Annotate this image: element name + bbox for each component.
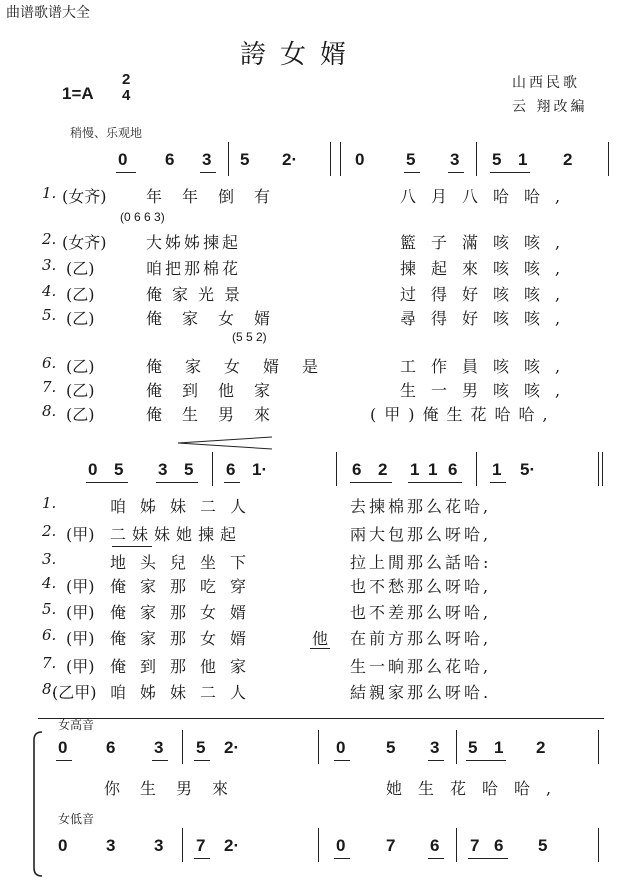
soprano-label: 女高音 — [58, 718, 95, 732]
underline — [334, 760, 350, 761]
verse-number: 3. — [42, 256, 57, 274]
note: 2· — [224, 836, 240, 855]
verse-part: (甲) — [66, 525, 95, 544]
verse-lyric: 俺家那女婿 — [110, 629, 261, 648]
underline — [350, 482, 392, 483]
verse-part: (乙) — [66, 285, 95, 304]
verse-lyric: 俺家那吃穿 — [110, 577, 261, 596]
note: 6 — [430, 836, 440, 855]
note: 3 — [202, 150, 212, 169]
meter-top: 2 — [122, 71, 131, 88]
verse-lyric: 俺生男來 — [146, 405, 291, 424]
verse-row — [0, 550, 640, 574]
note: 5· — [520, 460, 536, 479]
verse-lyric: 俺家那女婿 — [110, 603, 261, 622]
verse-lyric: 俺家女婿是 — [146, 357, 342, 376]
note: 5 — [406, 150, 416, 169]
barline — [318, 730, 319, 764]
note: 5 — [468, 738, 478, 757]
underline — [428, 858, 444, 859]
verse-row — [0, 494, 640, 518]
note: 7 — [470, 836, 480, 855]
underline — [152, 760, 168, 761]
verse-row — [0, 184, 640, 208]
barline — [212, 452, 213, 486]
verse-part: (甲) — [66, 629, 95, 648]
verse-lyric: 俺到那他家 — [110, 657, 261, 676]
barline — [182, 730, 183, 764]
note: 3 — [154, 836, 164, 855]
verse-lyric: (甲)俺生花哈哈, — [370, 405, 556, 424]
note: 2 — [378, 460, 388, 479]
verse-lyric: 也不差那么呀哈, — [350, 603, 492, 622]
note: 6 — [226, 460, 236, 479]
note: 0 — [88, 460, 98, 479]
underline — [116, 172, 136, 173]
note: 6 — [106, 738, 116, 757]
verse-lyric: 咱姊妹二人 — [110, 497, 261, 516]
barline — [340, 142, 341, 176]
site-name: 曲谱歌谱大全 — [6, 5, 90, 21]
verse-lyric: 二妹妹她揀起 — [110, 525, 243, 544]
note: 0 — [336, 836, 346, 855]
barline — [336, 452, 337, 486]
verse-number: 5. — [42, 600, 57, 618]
intro-figure: (5 5 2) — [232, 330, 267, 344]
verse-lyric: 俺家女婿 — [146, 309, 291, 328]
note: 0 — [58, 738, 68, 757]
verse-lyric: 俺到他家 — [146, 381, 291, 400]
barline — [602, 452, 603, 486]
tempo-marking: 稍慢、乐观地 — [70, 126, 143, 140]
note: 1 — [518, 150, 528, 169]
underline — [490, 172, 530, 173]
note: 3 — [106, 836, 116, 855]
verse-lyric: 地头兒坐下 — [110, 553, 261, 572]
barline — [330, 142, 331, 176]
verse-row — [0, 522, 640, 546]
note: 3 — [430, 738, 440, 757]
verse-row — [0, 378, 640, 402]
verse-lyric: 去揀棉那么花哈, — [350, 497, 492, 516]
verse-lyric: 揀起來咳咳, — [400, 259, 576, 278]
verse-part: (乙) — [66, 309, 95, 328]
barline — [228, 142, 229, 176]
verse-number: 1. — [42, 494, 57, 512]
verse-part: (乙) — [66, 357, 95, 376]
note: 6 — [352, 460, 362, 479]
underline — [428, 760, 444, 761]
note: 5 — [196, 738, 206, 757]
underline — [466, 760, 506, 761]
verse-lyric: 在前方那么呀哈, — [350, 629, 492, 648]
barline — [476, 142, 477, 176]
verse-lyric: 籃子滿咳咳, — [400, 233, 576, 252]
verse-row — [0, 776, 640, 800]
note: 2· — [224, 738, 240, 757]
verse-lyric: 咱姊妹二人 — [110, 683, 261, 702]
note: 6 — [448, 460, 458, 479]
verse-part: (甲) — [66, 603, 95, 622]
barline — [456, 828, 457, 862]
underline — [310, 648, 330, 649]
barline — [476, 452, 477, 486]
verse-part: (乙) — [66, 381, 95, 400]
verse-part: (女齐) — [62, 187, 107, 206]
verse-row — [0, 654, 640, 678]
barline — [608, 142, 609, 176]
underline — [334, 858, 350, 859]
underline — [468, 858, 508, 859]
time-signature — [122, 72, 130, 104]
note: 1 — [410, 460, 420, 479]
verse-number: 4. — [42, 282, 57, 300]
verse-number: 1. — [42, 184, 57, 202]
underline — [490, 482, 506, 483]
verse-number: 8. — [42, 680, 57, 698]
note: 2· — [282, 150, 298, 169]
verse-lyric: 你生男來 — [104, 779, 249, 798]
note: 5 — [114, 460, 124, 479]
note: 5 — [184, 460, 194, 479]
verse-lyric: 生一晌那么花哈, — [350, 657, 492, 676]
verse-row — [0, 306, 640, 330]
note: 5 — [386, 738, 396, 757]
note: 1 — [492, 460, 502, 479]
verse-lyric: 生一男咳咳, — [400, 381, 576, 400]
underline — [56, 760, 72, 761]
verse-row — [0, 574, 640, 598]
verse-part: (乙) — [66, 405, 95, 424]
note: 0 — [118, 150, 128, 169]
note: 5 — [538, 836, 548, 855]
note: 0 — [355, 150, 365, 169]
note: 1 — [428, 460, 438, 479]
underline — [408, 482, 462, 483]
verse-lyric: 尋得好咳咳, — [400, 309, 576, 328]
verse-part: (甲) — [66, 657, 95, 676]
verse-row — [0, 402, 640, 426]
underline — [448, 172, 464, 173]
verse-row — [0, 256, 640, 280]
note: 7 — [196, 836, 206, 855]
verse-lyric: 俺家光景 — [146, 285, 251, 304]
note: 3 — [450, 150, 460, 169]
verse-row — [0, 282, 640, 306]
verse-number: 7. — [42, 654, 57, 672]
verse-row — [0, 354, 640, 378]
verse-number: 7. — [42, 378, 57, 396]
underline — [86, 482, 128, 483]
underline — [224, 482, 240, 483]
verse-number: 2. — [42, 230, 57, 248]
note: 3 — [158, 460, 168, 479]
barline — [318, 828, 319, 862]
song-title: 誇女婿 — [240, 40, 361, 70]
verse-lyric: 兩大包那么呀哈, — [350, 525, 492, 544]
barline — [598, 828, 599, 862]
verse-lyric: 大姊姊揀起 — [146, 233, 242, 252]
verse-part: (女齐) — [62, 233, 107, 252]
note: 0 — [336, 738, 346, 757]
verse-row — [0, 626, 640, 650]
verse-lyric: 咱把那棉花 — [146, 259, 242, 278]
verse-part: (甲) — [66, 577, 95, 596]
verse-lyric: 他 — [312, 629, 329, 648]
verse-number: 4. — [42, 574, 57, 592]
note: 3 — [154, 738, 164, 757]
verse-row — [0, 600, 640, 624]
underline — [194, 858, 210, 859]
barline — [182, 828, 183, 862]
key-signature: 1=A — [62, 84, 94, 103]
verse-lyric: 結親家那么呀哈. — [350, 683, 492, 702]
underline — [404, 172, 420, 173]
barline — [598, 452, 599, 486]
verse-part: (乙甲) — [52, 683, 97, 702]
note: 6 — [165, 150, 175, 169]
verse-lyric: 也不愁那么呀哈, — [350, 577, 492, 596]
verse-number: 6. — [42, 626, 57, 644]
song-origin: 山西民歌 — [512, 75, 580, 91]
barline — [456, 730, 457, 764]
note: 1 — [494, 738, 504, 757]
verse-lyric: 工作員咳咳, — [400, 357, 576, 376]
verse-number: 6. — [42, 354, 57, 372]
verse-number: 8. — [42, 402, 57, 420]
verse-lyric: 过得好咳咳, — [400, 285, 576, 304]
verse-lyric: 年年倒有 — [146, 187, 291, 206]
arranger: 云 翔改編 — [512, 99, 588, 115]
underline — [112, 546, 152, 547]
verse-number: 2. — [42, 522, 57, 540]
verse-number: 3. — [42, 550, 57, 568]
verse-lyric: 八月八哈哈, — [400, 187, 576, 206]
note: 7 — [386, 836, 396, 855]
note: 6 — [494, 836, 504, 855]
underline — [200, 172, 216, 173]
verse-lyric: 拉上閒那么話哈: — [350, 553, 492, 572]
system-bracket — [30, 730, 44, 878]
note: 5 — [492, 150, 502, 169]
verse-lyric: 她生花哈哈, — [386, 779, 568, 798]
verse-row — [0, 230, 640, 254]
divider — [38, 718, 604, 719]
alto-label: 女低音 — [58, 812, 95, 826]
verse-part: (乙) — [66, 259, 95, 278]
note: 2 — [563, 150, 573, 169]
verse-row — [0, 680, 640, 704]
underline — [194, 760, 210, 761]
meter-bottom: 4 — [122, 87, 131, 104]
barline — [598, 730, 599, 764]
underline — [156, 482, 198, 483]
verse-number: 5. — [42, 306, 57, 324]
note: 2 — [536, 738, 546, 757]
decrescendo-hairpin — [176, 436, 276, 450]
intro-figure: (0 6 6 3) — [120, 210, 165, 224]
note: 0 — [58, 836, 68, 855]
note: 5 — [240, 150, 250, 169]
note: 1· — [252, 460, 268, 479]
